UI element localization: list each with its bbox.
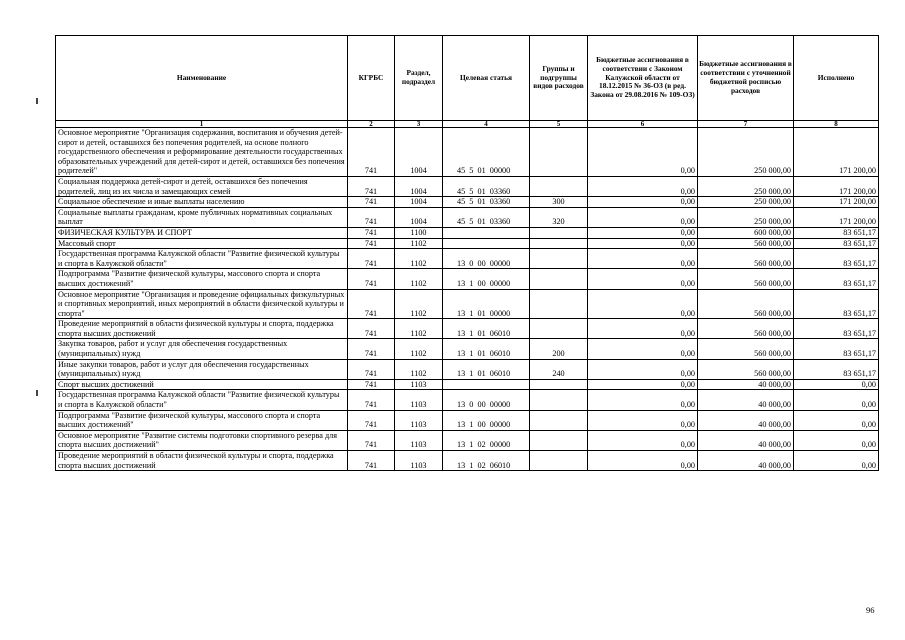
cell-kgrbs: 741: [348, 430, 395, 450]
cell-budget-refined: 40 000,00: [698, 390, 794, 410]
cell-name: Государственная программа Калужской области "Развитие физической культуры и спорта в Калужской области": [56, 390, 348, 410]
cell-razdel: 1004: [395, 128, 443, 177]
cell-razdel: 1100: [395, 227, 443, 238]
cell-name: Социальные выплаты гражданам, кроме публичных нормативных социальных выплат: [56, 207, 348, 227]
header-target: Целевая статья: [443, 36, 530, 121]
cell-target-value: 13 0 00 00000: [457, 400, 511, 410]
cell-kgrbs: 741: [348, 176, 395, 196]
cell-group: [530, 176, 588, 196]
table-row: [56, 249, 879, 269]
cell-group: [530, 289, 588, 319]
cell-budget-refined: 250 000,00: [698, 176, 794, 196]
cell-group: [530, 238, 588, 249]
cell-name: Подпрограмма "Развитие физической культуры, массового спорта и спорта высших достижений": [56, 410, 348, 430]
cell-group: 240: [530, 359, 588, 379]
column-number: 8: [794, 121, 879, 128]
cell-name: Основное мероприятие "Организация и проведение официальных физкультурных и спортивных мероприятий, иных мероприятий в области физической культуры и спорта": [56, 289, 348, 319]
cell-budget-law: 0,00: [588, 289, 698, 319]
cell-target: [443, 289, 530, 319]
cell-target: [443, 238, 530, 249]
cell-group: [530, 430, 588, 450]
table-row: [56, 176, 879, 196]
cell-razdel: 1103: [395, 379, 443, 390]
cell-target: [443, 197, 530, 208]
cell-target: [443, 379, 530, 390]
column-number: 4: [443, 121, 530, 128]
cell-target: [443, 207, 530, 227]
cell-budget-refined: 40 000,00: [698, 379, 794, 390]
table-row: [56, 451, 879, 471]
cell-target: [443, 359, 530, 379]
cell-kgrbs: 741: [348, 197, 395, 208]
cell-kgrbs: 741: [348, 319, 395, 339]
cell-razdel: 1004: [395, 207, 443, 227]
cell-group: [530, 390, 588, 410]
cell-executed: 0,00: [794, 379, 879, 390]
cell-name: Основное мероприятие "Развитие системы подготовки спортивного резерва для спорта высших достижений": [56, 430, 348, 450]
cell-budget-law: 0,00: [588, 339, 698, 359]
cell-budget-law: 0,00: [588, 379, 698, 390]
cell-razdel: 1102: [395, 339, 443, 359]
cell-kgrbs: 741: [348, 249, 395, 269]
cell-budget-refined: 560 000,00: [698, 269, 794, 289]
cell-razdel: 1102: [395, 359, 443, 379]
table-body: [56, 128, 879, 471]
cell-budget-law: 0,00: [588, 227, 698, 238]
cell-kgrbs: 741: [348, 227, 395, 238]
cell-budget-refined: 560 000,00: [698, 359, 794, 379]
cell-target: [443, 319, 530, 339]
cell-razdel: 1103: [395, 410, 443, 430]
table-row: [56, 197, 879, 208]
cell-group: [530, 410, 588, 430]
cell-executed: 83 651,17: [794, 289, 879, 319]
cell-kgrbs: 741: [348, 390, 395, 410]
cell-kgrbs: 741: [348, 207, 395, 227]
cell-budget-refined: 560 000,00: [698, 249, 794, 269]
table-row: [56, 207, 879, 227]
cell-executed: 83 651,17: [794, 249, 879, 269]
cell-budget-law: 0,00: [588, 238, 698, 249]
table-row: [56, 269, 879, 289]
cell-name: Социальная поддержка детей-сирот и детей, оставшихся без попечения родителей, лиц из их числа и замещающих семей: [56, 176, 348, 196]
cell-target-value: 13 1 01 06010: [457, 369, 511, 379]
cell-executed: 171 200,00: [794, 207, 879, 227]
cell-budget-refined: 560 000,00: [698, 289, 794, 319]
cell-razdel: 1004: [395, 176, 443, 196]
cell-budget-refined: 560 000,00: [698, 238, 794, 249]
cell-name: Массовый спорт: [56, 238, 348, 249]
cell-target: [443, 269, 530, 289]
cell-executed: 0,00: [794, 430, 879, 450]
cell-executed: 83 651,17: [794, 269, 879, 289]
cell-target: [443, 176, 530, 196]
cell-target-value: 45 5 01 03360: [457, 217, 511, 227]
cell-group: [530, 379, 588, 390]
cell-target: [443, 410, 530, 430]
cell-budget-law: 0,00: [588, 430, 698, 450]
header-kgrbs: КГРБС: [348, 36, 395, 121]
cell-kgrbs: 741: [348, 289, 395, 319]
cell-budget-refined: 560 000,00: [698, 319, 794, 339]
cell-target-value: 13 1 01 00000: [457, 308, 511, 318]
cell-kgrbs: 741: [348, 339, 395, 359]
cell-budget-refined: 250 000,00: [698, 197, 794, 208]
cell-name: Социальное обеспечение и иные выплаты населению: [56, 197, 348, 208]
header-name: Наименование: [56, 36, 348, 121]
cell-name: Закупка товаров, работ и услуг для обеспечения государственных (муниципальных) нужд: [56, 339, 348, 359]
cell-target: [443, 128, 530, 177]
cell-razdel: 1102: [395, 249, 443, 269]
column-number: 5: [530, 121, 588, 128]
cell-razdel: 1102: [395, 238, 443, 249]
cell-executed: 171 200,00: [794, 128, 879, 177]
cell-target-value: 45 5 01 03360: [457, 197, 511, 207]
scan-artifact-mark: [36, 390, 38, 396]
cell-razdel: 1102: [395, 319, 443, 339]
cell-budget-refined: 40 000,00: [698, 430, 794, 450]
cell-name: Проведение мероприятий в области физической культуры и спорта, поддержка спорта высших достижений: [56, 451, 348, 471]
cell-name: Спорт высших достижений: [56, 379, 348, 390]
column-number: 3: [395, 121, 443, 128]
header-budget-refined: Бюджетные ассигнования в соответствии с уточненной бюджетной росписью расходов: [698, 36, 794, 121]
table-row: [56, 128, 879, 177]
cell-name: Подпрограмма "Развитие физической культуры, массового спорта и спорта высших достижений": [56, 269, 348, 289]
page-number: 96: [866, 605, 875, 615]
cell-target: [443, 451, 530, 471]
cell-group: [530, 227, 588, 238]
cell-executed: 83 651,17: [794, 359, 879, 379]
column-number: 7: [698, 121, 794, 128]
cell-target-value: 45 5 01 03360: [457, 186, 511, 196]
cell-budget-law: 0,00: [588, 176, 698, 196]
cell-budget-law: 0,00: [588, 207, 698, 227]
scan-artifact-mark: [36, 98, 38, 104]
cell-budget-refined: 40 000,00: [698, 410, 794, 430]
cell-budget-law: 0,00: [588, 390, 698, 410]
header-executed: Исполнено: [794, 36, 879, 121]
cell-kgrbs: 741: [348, 269, 395, 289]
header-budget-law: Бюджетные ассигнования в соответствии с Законом Калужской области от 18.12.2015 № 36-ОЗ (в ред. Закона от 29.08.2016 № 109-ОЗ): [588, 36, 698, 121]
cell-executed: 83 651,17: [794, 238, 879, 249]
cell-budget-law: 0,00: [588, 128, 698, 177]
cell-executed: 0,00: [794, 390, 879, 410]
cell-group: 200: [530, 339, 588, 359]
cell-executed: 0,00: [794, 451, 879, 471]
cell-budget-law: 0,00: [588, 319, 698, 339]
cell-budget-refined: 250 000,00: [698, 128, 794, 177]
cell-razdel: 1102: [395, 269, 443, 289]
cell-kgrbs: 741: [348, 451, 395, 471]
cell-executed: 83 651,17: [794, 339, 879, 359]
cell-budget-law: 0,00: [588, 249, 698, 269]
table-row: [56, 359, 879, 379]
cell-name: Основное мероприятие "Организация содержания, воспитания и обучения детей-сирот и детей, оставшихся без попечения родителей, на основе полного государственного обеспечения и реформирование деятельности государственных образовательных учреждений для детей-сирот и детей, оставшихся без попечения родителей": [56, 128, 348, 177]
cell-executed: 171 200,00: [794, 176, 879, 196]
cell-group: [530, 269, 588, 289]
cell-target-value: 13 1 02 06010: [457, 460, 511, 470]
cell-razdel: 1103: [395, 390, 443, 410]
cell-razdel: 1103: [395, 430, 443, 450]
cell-group: 320: [530, 207, 588, 227]
table-row: [56, 410, 879, 430]
table-row: [56, 379, 879, 390]
cell-kgrbs: 741: [348, 128, 395, 177]
header-groups: Группы и подгруппы видов расходов: [530, 36, 588, 121]
header-razdel: Раздел, подраздел: [395, 36, 443, 121]
cell-budget-law: 0,00: [588, 451, 698, 471]
cell-kgrbs: 741: [348, 238, 395, 249]
cell-group: [530, 319, 588, 339]
cell-name: ФИЗИЧЕСКАЯ КУЛЬТУРА И СПОРТ: [56, 227, 348, 238]
cell-executed: 83 651,17: [794, 227, 879, 238]
cell-group: [530, 451, 588, 471]
column-number: 6: [588, 121, 698, 128]
cell-name: Государственная программа Калужской области "Развитие физической культуры и спорта в Калужской области": [56, 249, 348, 269]
cell-budget-law: 0,00: [588, 197, 698, 208]
cell-target-value: 13 1 00 00000: [457, 420, 511, 430]
cell-target: [443, 339, 530, 359]
cell-target-value: 13 1 01 06010: [457, 349, 511, 359]
table-row: [56, 319, 879, 339]
cell-target-value: 45 5 01 00000: [457, 166, 511, 176]
cell-budget-refined: 560 000,00: [698, 339, 794, 359]
table-row: [56, 430, 879, 450]
cell-target: [443, 227, 530, 238]
cell-budget-refined: 250 000,00: [698, 207, 794, 227]
header-row: [56, 36, 879, 121]
cell-budget-law: 0,00: [588, 359, 698, 379]
cell-budget-law: 0,00: [588, 410, 698, 430]
cell-name: Иные закупки товаров, работ и услуг для обеспечения государственных (муниципальных) нужд: [56, 359, 348, 379]
cell-group: [530, 128, 588, 177]
table-row: [56, 238, 879, 249]
cell-target-value: 13 1 02 00000: [457, 440, 511, 450]
cell-executed: 0,00: [794, 410, 879, 430]
column-number: 2: [348, 121, 395, 128]
cell-razdel: 1103: [395, 451, 443, 471]
budget-table: [55, 35, 879, 471]
cell-budget-refined: 600 000,00: [698, 227, 794, 238]
cell-target-value: 13 1 00 00000: [457, 278, 511, 288]
cell-group: [530, 249, 588, 269]
cell-name: Проведение мероприятий в области физической культуры и спорта, поддержка спорта высших достижений: [56, 319, 348, 339]
column-number: 1: [56, 121, 348, 128]
table-row: [56, 339, 879, 359]
cell-target-value: 13 1 01 06010: [457, 328, 511, 338]
cell-razdel: 1004: [395, 197, 443, 208]
cell-executed: 171 200,00: [794, 197, 879, 208]
cell-executed: 83 651,17: [794, 319, 879, 339]
cell-kgrbs: 741: [348, 359, 395, 379]
cell-target: [443, 430, 530, 450]
cell-kgrbs: 741: [348, 379, 395, 390]
table-row: [56, 289, 879, 319]
cell-kgrbs: 741: [348, 410, 395, 430]
cell-razdel: 1102: [395, 289, 443, 319]
cell-target: [443, 390, 530, 410]
cell-budget-law: 0,00: [588, 269, 698, 289]
cell-target-value: 13 0 00 00000: [457, 258, 511, 268]
cell-budget-refined: 40 000,00: [698, 451, 794, 471]
table-row: [56, 227, 879, 238]
cell-target: [443, 249, 530, 269]
cell-group: 300: [530, 197, 588, 208]
table-row: [56, 390, 879, 410]
column-number-row: [56, 121, 879, 128]
